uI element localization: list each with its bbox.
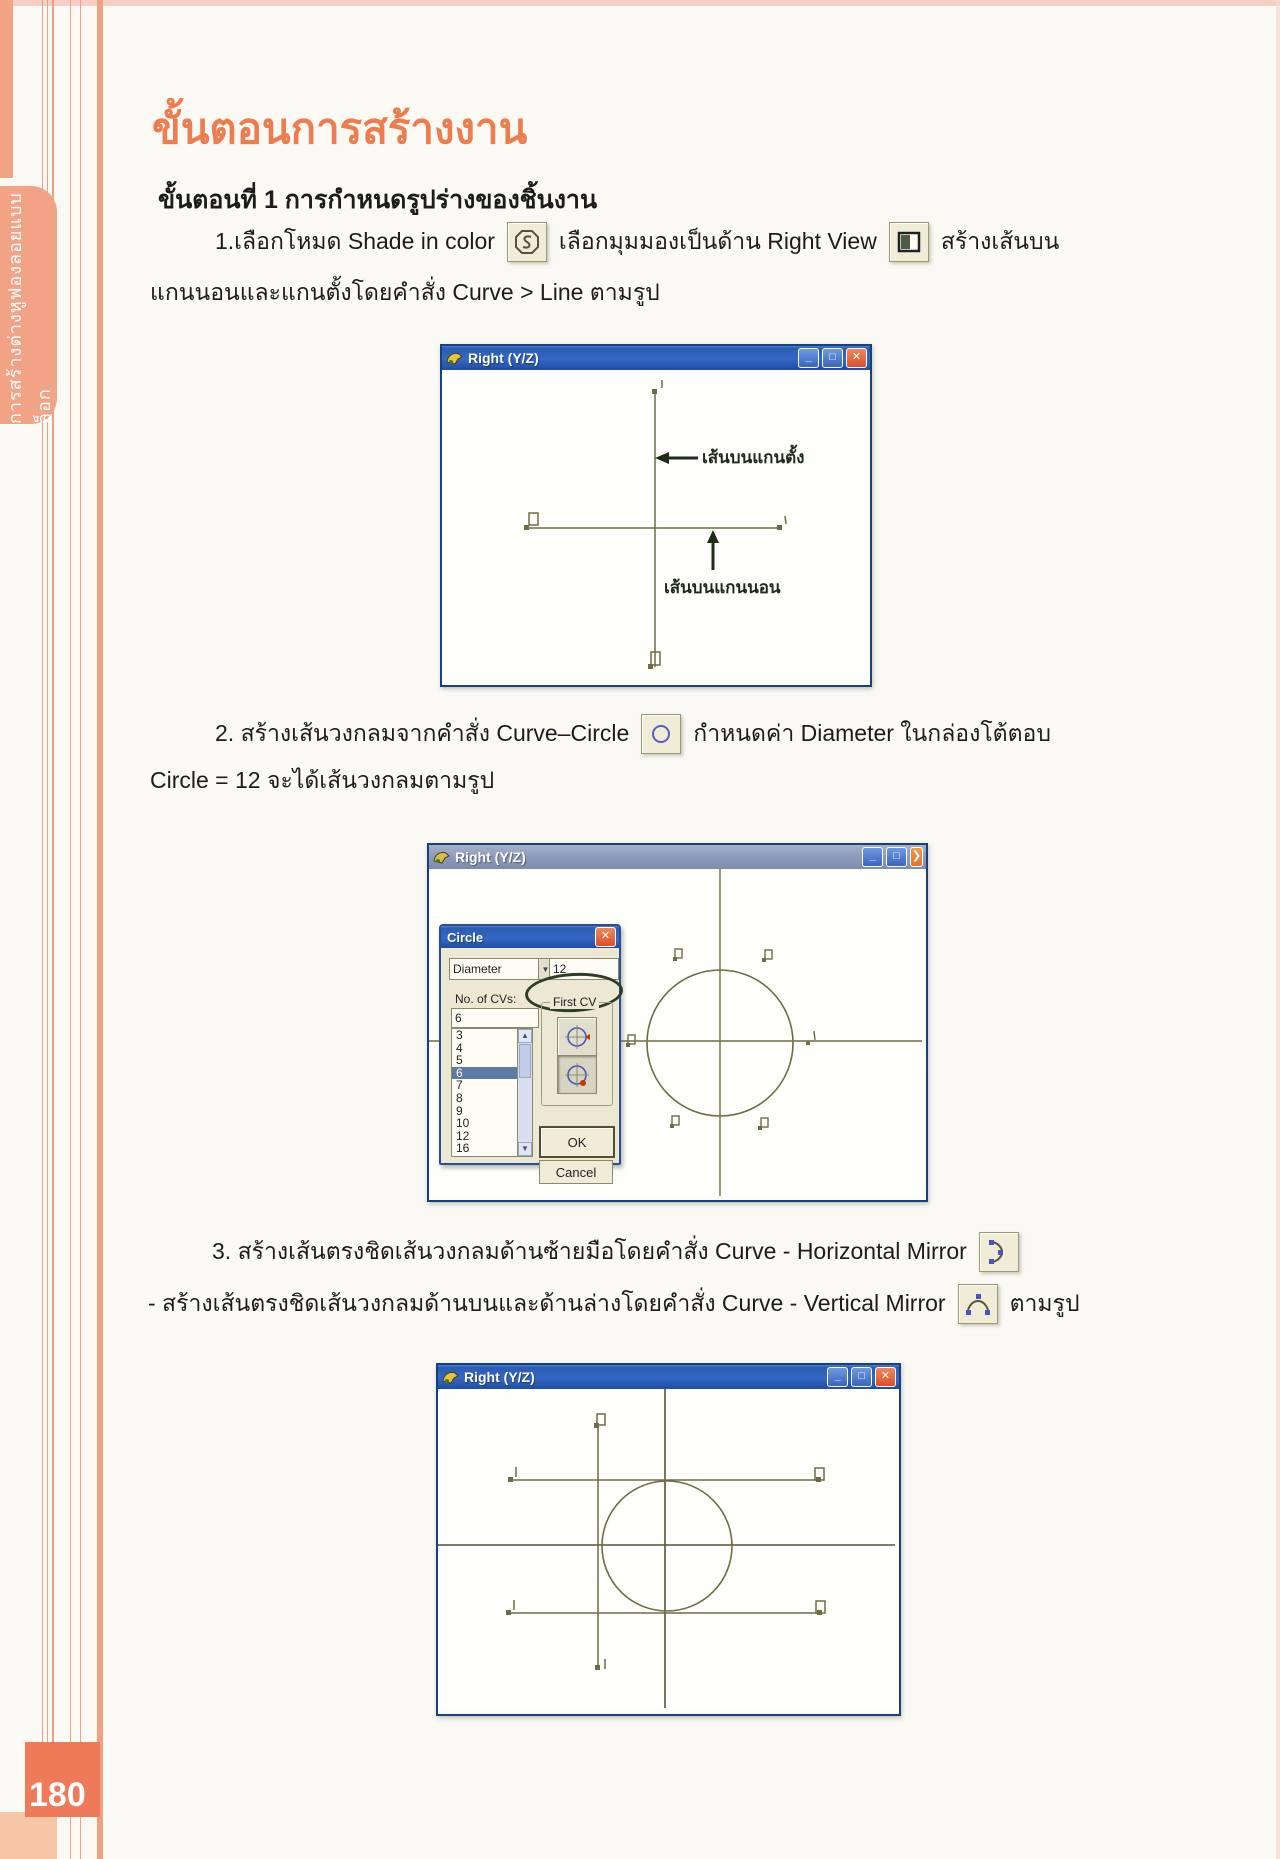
curve-circle-icon bbox=[641, 714, 681, 754]
step3-line1-text: 3. สร้างเส้นตรงชิดเส้นวงกลมด้านซ้ายมือโดยคำสั่ง Curve - Horizontal Mirror bbox=[212, 1238, 967, 1264]
annotation-horizontal-line: เส้นบนแกนนอน bbox=[664, 578, 781, 597]
cv-count-value: 6 bbox=[455, 1011, 462, 1025]
cv-option[interactable]: 12 bbox=[456, 1128, 470, 1143]
step3-line1 bbox=[212, 1232, 1019, 1272]
circle-dialog-titlebar[interactable] bbox=[441, 926, 619, 948]
first-cv-label: First CV bbox=[550, 995, 599, 1009]
diameter-combobox-value: Diameter bbox=[453, 962, 502, 976]
window-c-title: Right (Y/Z) bbox=[464, 1369, 535, 1385]
cv-option[interactable]: 5 bbox=[456, 1053, 463, 1068]
maximize-button[interactable]: □ bbox=[822, 348, 843, 368]
circle-dialog-title: Circle bbox=[447, 929, 484, 945]
annotation-vertical-line: เส้นบนแกนตั้ง bbox=[702, 448, 805, 467]
maximize-button[interactable]: □ bbox=[886, 847, 907, 867]
diameter-value: 12 bbox=[553, 962, 567, 976]
margin-top-bar bbox=[0, 0, 13, 178]
scan-edge-right bbox=[1276, 0, 1280, 1859]
first-cv-option-2-button[interactable] bbox=[557, 1055, 597, 1094]
step1-heading: ขั้นตอนที่ 1 การกำหนดรูปร่างของชิ้นงาน bbox=[158, 186, 598, 214]
window-a-title: Right (Y/Z) bbox=[468, 350, 539, 366]
first-cv-group bbox=[541, 995, 613, 1106]
cv-option[interactable]: 9 bbox=[456, 1103, 463, 1118]
circle-dialog bbox=[439, 924, 621, 1180]
window-c-drawing bbox=[438, 1389, 895, 1708]
margin-line-thick bbox=[97, 0, 103, 1859]
margin-line bbox=[70, 0, 71, 1859]
step2-line1-text-a: 2. สร้างเส้นวงกลมจากคำสั่ง Curve–Circle bbox=[215, 720, 630, 746]
minimize-button[interactable]: _ bbox=[862, 847, 883, 867]
minimize-button[interactable]: _ bbox=[798, 348, 819, 368]
step3-line2 bbox=[148, 1284, 1080, 1324]
window-a-drawing bbox=[442, 370, 866, 681]
window-b-title: Right (Y/Z) bbox=[455, 849, 526, 865]
corner-decoration bbox=[0, 1812, 57, 1859]
step1-line1-text-a: 1.เลือกโหมด Shade in color bbox=[215, 228, 495, 254]
step1-line2-wrap bbox=[150, 275, 660, 311]
cv-start-bottom-icon bbox=[562, 1060, 592, 1090]
chapter-side-tab bbox=[0, 186, 57, 424]
window-right-yz-1 bbox=[440, 344, 872, 687]
window-c-titlebar[interactable] bbox=[438, 1365, 899, 1389]
cv-count-label: No. of CVs: bbox=[455, 992, 517, 1006]
cv-option[interactable]: 16 bbox=[456, 1141, 470, 1156]
cv-option[interactable]: 10 bbox=[456, 1116, 470, 1131]
cv-count-input[interactable] bbox=[451, 1008, 539, 1028]
step3-line2-tail: ตามรูป bbox=[1009, 1290, 1080, 1316]
first-cv-option-1-button[interactable] bbox=[557, 1017, 597, 1056]
rhino-app-icon bbox=[446, 351, 463, 366]
diameter-combobox[interactable] bbox=[449, 958, 553, 980]
listbox-scrollbar[interactable] bbox=[517, 1029, 532, 1156]
page-number: 180 bbox=[29, 1776, 86, 1814]
cv-option[interactable]: 8 bbox=[456, 1090, 463, 1105]
ok-button-label: OK bbox=[567, 1134, 587, 1150]
cv-option[interactable]: 3 bbox=[456, 1028, 463, 1042]
page-title: ขั้นตอนการสร้างงาน bbox=[152, 105, 528, 152]
cv-option[interactable]: 4 bbox=[456, 1040, 463, 1055]
step1-line1 bbox=[215, 222, 1059, 262]
ok-button[interactable] bbox=[539, 1126, 615, 1158]
minimize-button[interactable]: _ bbox=[827, 1367, 848, 1387]
cv-option[interactable]: 7 bbox=[456, 1078, 463, 1093]
margin-line bbox=[80, 0, 81, 1859]
shade-in-color-icon bbox=[507, 222, 547, 262]
right-view-icon bbox=[889, 222, 929, 262]
close-button[interactable]: ✕ bbox=[846, 348, 867, 368]
step1-line2: แกนนอนและแกนตั้งโดยคำสั่ง Curve > Line ตามรูป bbox=[150, 279, 660, 305]
step2-line1-text-b: กำหนดค่า Diameter ในกล่องโต้ตอบ bbox=[693, 720, 1051, 746]
rhino-app-icon bbox=[442, 1370, 459, 1385]
window-right-yz-3 bbox=[436, 1363, 901, 1716]
step2-line1 bbox=[215, 714, 1051, 754]
cv-count-listbox[interactable] bbox=[451, 1028, 533, 1157]
step1-line1-text-c: สร้างเส้นบน bbox=[940, 228, 1060, 254]
window-a-canvas[interactable] bbox=[442, 370, 870, 681]
rhino-app-icon bbox=[433, 850, 450, 865]
scan-edge-top bbox=[0, 0, 1280, 6]
window-right-yz-2 bbox=[427, 843, 928, 1202]
close-button-clipped[interactable]: ❯ bbox=[910, 847, 923, 867]
step3-line2-text: - สร้างเส้นตรงชิดเส้นวงกลมด้านบนและด้านล่างโดยคำสั่ง Curve - Vertical Mirror bbox=[148, 1290, 946, 1316]
cv-option[interactable]: 6 bbox=[452, 1067, 532, 1080]
window-b-canvas[interactable] bbox=[429, 869, 926, 1196]
cv-start-right-icon bbox=[562, 1022, 592, 1052]
close-button[interactable]: ✕ bbox=[875, 1367, 896, 1387]
cancel-button-label: Cancel bbox=[555, 1164, 597, 1180]
cancel-button[interactable] bbox=[539, 1160, 613, 1184]
dialog-close-button[interactable]: ✕ bbox=[595, 927, 616, 947]
horizontal-mirror-icon bbox=[979, 1232, 1019, 1272]
step2-line2-wrap bbox=[150, 763, 494, 799]
vertical-mirror-icon bbox=[958, 1284, 998, 1324]
window-c-canvas[interactable] bbox=[438, 1389, 899, 1708]
scroll-up-icon[interactable]: ▲ bbox=[518, 1029, 532, 1043]
scrollbar-thumb[interactable] bbox=[519, 1044, 531, 1078]
window-b-titlebar[interactable] bbox=[429, 845, 926, 869]
combobox-arrow-icon[interactable]: ▼ bbox=[538, 959, 552, 979]
step1-line1-text-b: เลือกมุมมองเป็นด้าน Right View bbox=[558, 228, 877, 254]
maximize-button[interactable]: □ bbox=[851, 1367, 872, 1387]
page-number-block bbox=[25, 1742, 100, 1817]
scroll-down-icon[interactable]: ▼ bbox=[518, 1142, 532, 1156]
step2-line2: Circle = 12 จะได้เส้นวงกลมตามรูป bbox=[150, 767, 495, 793]
chapter-side-tab-label: การสร้างต่างหูฟองลอยแบบล็อก bbox=[4, 192, 54, 424]
window-a-titlebar[interactable] bbox=[442, 346, 870, 370]
